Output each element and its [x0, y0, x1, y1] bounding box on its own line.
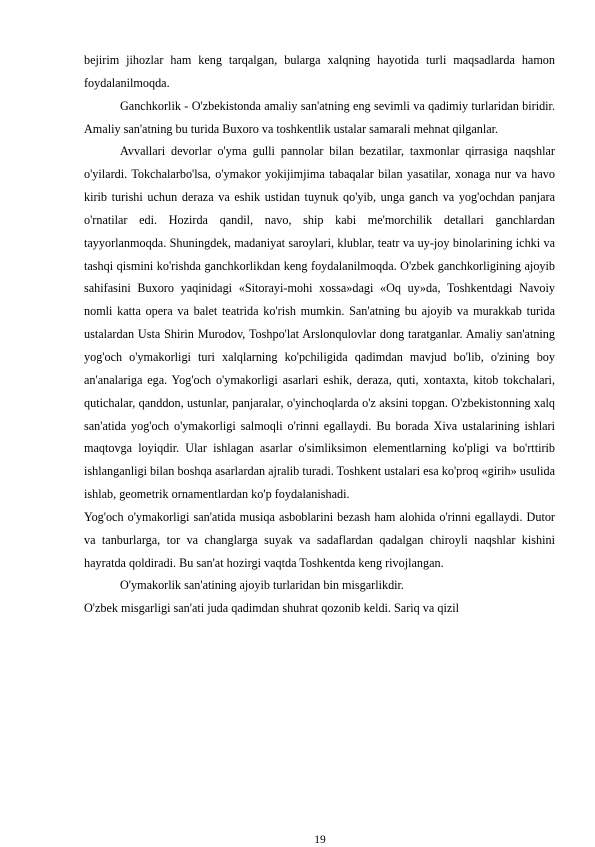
page-number: 19 — [314, 834, 326, 846]
document-body — [84, 49, 555, 620]
paragraph-4: Yog'och o'ymakorligi san'atida musiqa asboblarini bezash ham alohida o'rinni egallaydi. Dutor va tanburlarga, tor va changlarga suyak va sadaflardan qadalgan chiroyli naqshlar kishini hayratda qoldiradi. Bu san'at hozirgi vaqtda Toshkentda keng rivojlangan. — [84, 509, 555, 570]
paragraph-3: Avvallari devorlar o'yma gulli pannolar bilan bezatilar, taxmonlar qirrasiga naqshlar o'yilardi. Tokchalarbo'lsa, o'ymakor yokijimjima tabaqalar bilan yasatilar, xonaga nur va havo kirib turishi uchun deraza va eshik ustidan tuynuk qo'yib, unga ganch va yog'ochdan panjara o'rnatilar edi. Hozirda qandil, navo, ship kabi me'morchilik detallari ganchlardan tayyorlanmoqda. Shuningdek, madaniyat saroylari, klublar, teatr va uy-joy binolarining ichki va tashqi qismini ko'rishda ganchkorlikdan keng foydalanilmoqda. O'zbek ganchkorligining ajoyib sahifasini Buxoro yaqinidagi «Sitorayi-mohi xossa»dagi «Oq uy»da, Toshkentdagi Navoiy nomli katta opera va balet teatrida ko'rish mumkin. San'atning bu ajoyib va murakkab turida ustalardan Usta Shirin Murodov, Toshpo'lat Arslonqulovlar dong taratganlar. Amaliy san'atning yog'och o'ymakorligi turi xalqlarning ko'pchiligida qadimdan mavjud bo'lib, o'zining boy an'analariga ega. Yog'och o'ymakorligi asarlari eshik, deraza, quti, xontaxta, kitob tokchalari, qutichalar, qanddon, ustunlar, panjaralar, o'yinchoqlarda o'z aksini topgan. O'zbekistonning xalq san'atida yog'och o'ymakorligi salmoqli o'rinni egallaydi. Bu borada Xiva ustalarining ishlari maqtovga loyiqdir. Ular ishlagan asarlar o'simliksimon elementlarning ko'pligi va bo'rttirib ishlanganligi bilan boshqa asarlardan ajralib turadi. Toshkent ustalari esa ko'proq «girih» usulida ishlab, geometrik ornamentlardan ko'p foydalanishadi. — [84, 144, 555, 502]
paragraph-1: bejirim jihozlar ham keng tarqalgan, bularga xalqning hayotida turli maqsadlarda hamon foydalanilmoqda. — [84, 53, 555, 90]
paragraph-2: Ganchkorlik - O'zbekistonda amaliy san'atning eng sevimli va qadimiy turlaridan biridir. Amaliy san'atning bu turida Buxoro va toshkentlik ustalar samarali mehnat qilganlar. — [84, 98, 555, 136]
paragraph-6: O'zbek misgarligi san'ati juda qadimdan shuhrat qozonib keldi. Sariq va qizil — [84, 601, 460, 616]
paragraph-5: O'ymakorlik san'atining ajoyib turlaridan bin misgarlikdir. — [120, 578, 404, 593]
